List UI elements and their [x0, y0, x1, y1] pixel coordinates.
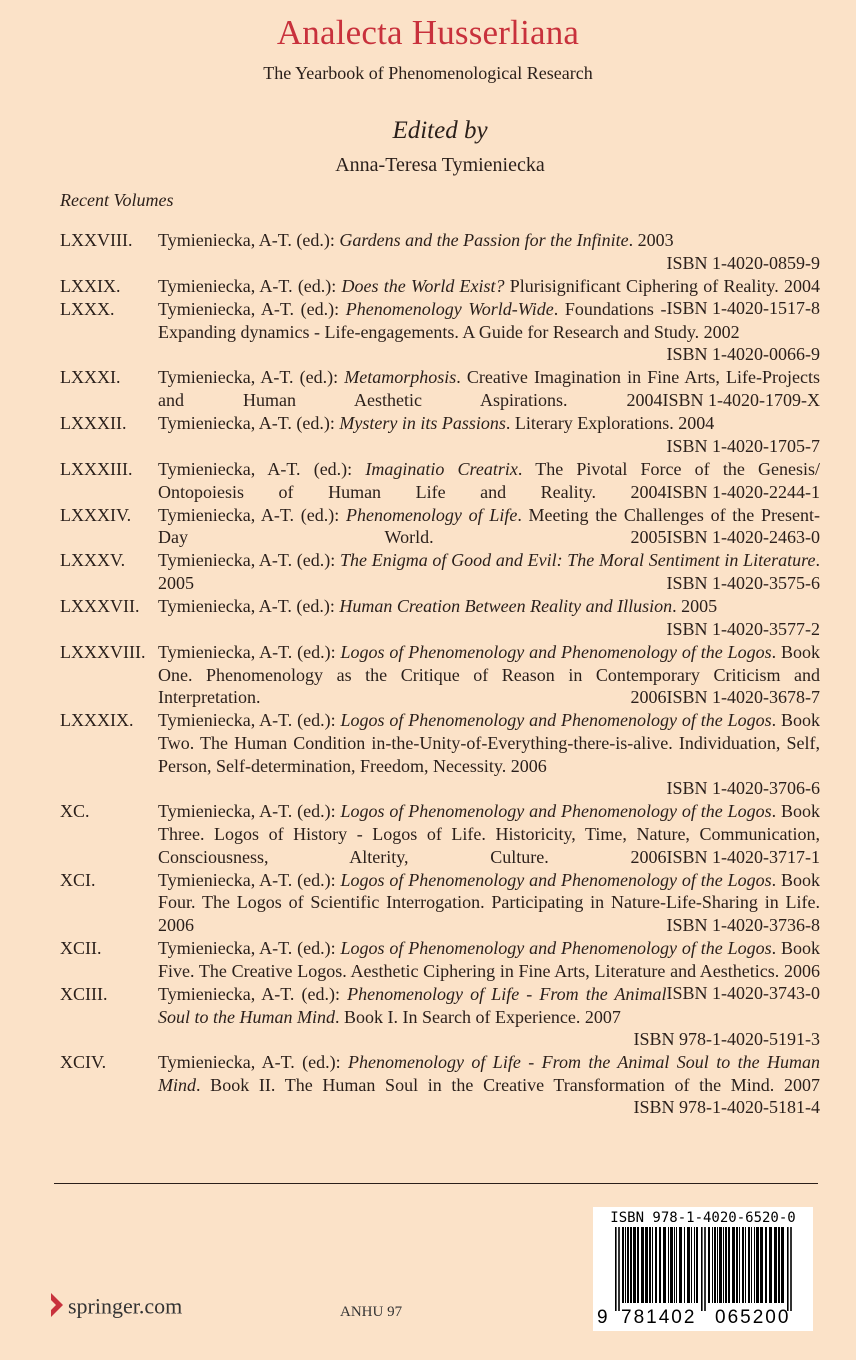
volume-title: Logos of Phenomenology and Phenomenology of the Logos [340, 938, 772, 959]
volume-isbn: ISBN 1-4020-2463-0 [666, 527, 820, 548]
series-title: Analecta Husserliana [276, 13, 580, 52]
volume-text: Tymieniecka, A-T. (ed.): Does the World Exist? Plurisignificant Ciphering of Reality. 2004 ISBN 1-4020-1517-8 [158, 275, 820, 319]
recent-volumes-label: Recent Volumes [60, 190, 174, 210]
barcode-bar [668, 1227, 669, 1303]
barcode-bar [751, 1227, 752, 1303]
barcode-bar [765, 1227, 767, 1303]
volume-isbn: ISBN 1-4020-3577-2 [666, 618, 820, 639]
barcode-bar [637, 1227, 639, 1303]
volume-list [60, 229, 820, 1119]
volume-isbn: ISBN 1-4020-1709-X [662, 389, 820, 410]
barcode-bar [719, 1227, 722, 1303]
volume-text: Tymieniecka, A-T. (ed.): Logos of Phenomenology and Phenomenology of the Logos. Book Two. The Human Condition in-the-Unity-of-Everything-there-is-alive. Individuation, Self, Person, Self-determination, Freedom, Necessity. 2006 ISBN 1-4020-3706-6 [158, 710, 820, 799]
barcode-bar [756, 1227, 759, 1303]
volume-isbn: ISBN 1-4020-3575-6 [666, 573, 820, 594]
volume-isbn: ISBN 1-4020-0859-9 [666, 252, 820, 273]
volume-number: LXXXIV. [60, 504, 132, 525]
barcode-bar [659, 1227, 661, 1303]
volume-entry [60, 366, 820, 411]
chevron-right-icon [50, 1292, 64, 1325]
barcode-bar [691, 1227, 692, 1303]
barcode-bar [778, 1227, 780, 1303]
barcode-bar [748, 1227, 750, 1303]
volume-number: LXXXI. [60, 367, 121, 388]
volume-entry [60, 595, 820, 640]
volume-entry [60, 298, 820, 366]
volume-title: Phenomenology of Life [345, 504, 518, 525]
barcode-bar [687, 1227, 690, 1303]
volume-isbn: ISBN 978-1-4020-5181-4 [633, 1097, 820, 1118]
barcode-bar [615, 1227, 617, 1311]
barcode-bar [652, 1227, 653, 1303]
volume-isbn: ISBN 1-4020-3678-7 [666, 687, 820, 708]
volume-entry [60, 412, 820, 457]
volume-entry [60, 641, 820, 709]
volume-entry [60, 869, 820, 937]
volume-text: Tymieniecka, A-T. (ed.): Human Creation Between Reality and Illusion. 2005 ISBN 1-4020-3577-2 [158, 596, 820, 639]
volume-entry [60, 800, 820, 868]
volume-text: Tymieniecka, A-T. (ed.): Metamorphosis. Creative Imagination in Fine Arts, Life-Projects and Human Aesthetic Aspirations. 2004 ISBN 1-4020-1709-X [158, 367, 820, 410]
barcode-bar [696, 1227, 698, 1303]
volume-entry [60, 1051, 820, 1118]
barcode-bar [742, 1227, 744, 1303]
volume-isbn: ISBN 1-4020-0066-9 [666, 344, 820, 365]
barcode-bar [714, 1227, 716, 1303]
volume-title: Phenomenology of Life - From the Animal Soul to the Human Mind [158, 1052, 820, 1095]
barcode-bar [781, 1227, 784, 1303]
volume-text: Tymieniecka, A-T. (ed.): Phenomenology of Life - From the Animal Soul to the Human Mind. Book II. The Human Soul in the Creative Transformation of the Mind. 2007 ISBN 978-1-4020-5181-4 [158, 1052, 820, 1118]
barcode-bar [641, 1227, 644, 1303]
barcode-bar [732, 1227, 735, 1303]
volume-entry [60, 549, 820, 594]
barcode-bar [745, 1227, 746, 1303]
isbn-barcode [593, 1207, 813, 1331]
volume-title: Mystery in its Passions [339, 413, 506, 434]
volume-text: Tymieniecka, A-T. (ed.): Mystery in its Passions. Literary Explorations. 2004 ISBN 1-4020-1705-7 [158, 413, 820, 456]
barcode-bar [712, 1227, 713, 1303]
volume-number: LXXVIII. [60, 230, 133, 250]
volume-entry [60, 709, 820, 799]
barcode-digits-right: 065200 [715, 1307, 791, 1328]
volume-title: Logos of Phenomenology and Phenomenology of the Logos [340, 801, 772, 822]
barcode-bar [708, 1227, 710, 1303]
barcode-bar [774, 1227, 777, 1303]
volume-number: LXXX. [60, 298, 115, 319]
volume-isbn: ISBN 1-4020-3717-1 [666, 846, 820, 867]
volume-title: Gardens and the Passion for the Infinite [339, 230, 629, 250]
volume-number: LXXXVIII. [60, 642, 146, 663]
volume-title: Does the World Exist? [341, 275, 505, 296]
volume-text: Tymieniecka, A-T. (ed.): Phenomenology World-Wide. Foundations - Expanding dynamics - Life-engagements. A Guide for Research and Study. 2002 ISBN 1-4020-0066-9 [158, 298, 820, 365]
barcode-bar [754, 1227, 755, 1303]
barcode-bar [684, 1227, 685, 1303]
volume-number: LXXXIII. [60, 458, 133, 479]
volume-number: XCIII. [60, 983, 108, 1004]
barcode-bar [622, 1227, 624, 1303]
barcode-bar [760, 1227, 763, 1303]
volume-title: The Enigma of Good and Evil: The Moral Sentiment in Literature [340, 550, 816, 571]
volume-number: XCIV. [60, 1052, 107, 1073]
barcode-digit-first: 9 [597, 1307, 608, 1328]
volume-title: Logos of Phenomenology and Phenomenology of the Logos [340, 869, 772, 890]
series-subtitle: The Yearbook of Phenomenological Research [263, 63, 593, 83]
volume-text: Tymieniecka, A-T. (ed.): Logos of Phenomenology and Phenomenology of the Logos. Book One. Phenomenology as the Critique of Reason in Contemporary Criticism and Interpretation. 2006 ISBN 1-4020-3678-7 [158, 642, 820, 708]
series-code: ANHU 97 [340, 1304, 403, 1320]
barcode-bar [694, 1227, 695, 1303]
volume-entry [60, 229, 820, 274]
volume-number: LXXXII. [60, 413, 127, 434]
volume-entry [60, 458, 820, 503]
barcode-bar [674, 1227, 675, 1303]
barcode-digits-left: 781402 [621, 1307, 697, 1328]
volume-number: LXXXV. [60, 550, 126, 571]
editor-name: Anna-Teresa Tymieniecka [335, 154, 545, 176]
volume-title: Human Creation Between Reality and Illusion [339, 596, 673, 617]
volume-isbn: ISBN 1-4020-3736-8 [666, 914, 820, 935]
barcode-bar [649, 1227, 651, 1303]
barcode-bar [627, 1227, 629, 1303]
volume-text: Tymieniecka, A-T. (ed.): Phenomenology of Life. Meeting the Challenges of the Present-Day World. 2005 ISBN 1-4020-2463-0 [158, 504, 820, 548]
barcode-bar [645, 1227, 648, 1303]
barcode-bar [728, 1227, 730, 1303]
volume-title: Metamorphosis [344, 367, 457, 388]
volume-title: Logos of Phenomenology and Phenomenology of the Logos [340, 642, 772, 663]
volume-number: LXXXIX. [60, 710, 134, 731]
barcode-isbn-text: ISBN 978-1-4020-6520-0 [610, 1210, 796, 1226]
volume-text: Tymieniecka, A-T. (ed.): Logos of Phenomenology and Phenomenology of the Logos. Book Five. The Creative Logos. Aesthetic Ciphering in Fine Arts, Literature and Aesthetics. 2006 ISBN 1-4020-3743-0 [158, 938, 820, 1004]
barcode-bar [618, 1227, 620, 1311]
volume-number: LXXIX. [60, 275, 121, 296]
barcode-bar [769, 1227, 772, 1303]
volume-isbn: ISBN 978-1-4020-5191-3 [633, 1029, 820, 1050]
barcode-bar [723, 1227, 724, 1303]
barcode-bar [787, 1227, 789, 1311]
volume-text: Tymieniecka, A-T. (ed.): Gardens and the Passion for the Infinite. 2003 ISBN 1-4020-0859-9 [158, 230, 820, 273]
volume-text: Tymieniecka, A-T. (ed.): Logos of Phenomenology and Phenomenology of the Logos. Book Four. The Logos of Scientific Interrogation. Participating in Nature-Life-Sharing in Life. 2006 ISBN 1-4020-3736-8 [158, 869, 820, 935]
volume-isbn: ISBN 1-4020-3743-0 [666, 983, 820, 1004]
volume-text: Tymieniecka, A-T. (ed.): Logos of Phenomenology and Phenomenology of the Logos. Book Three. Logos of History - Logos of Life. Historicity, Time, Nature, Communication, Consciousness, Alterity, Culture. 2006 ISBN 1-4020-3717-1 [158, 801, 820, 867]
edited-by-label: Edited by [392, 117, 488, 144]
barcode-bar [717, 1227, 718, 1303]
barcode-bar [655, 1227, 657, 1303]
barcode-bar [701, 1227, 703, 1311]
volume-number: XC. [60, 801, 90, 822]
barcode-bar [736, 1227, 738, 1303]
volume-entry [60, 504, 820, 549]
volume-number: XCII. [60, 938, 102, 959]
volume-number: XCI. [60, 869, 96, 890]
barcode-bar [630, 1227, 632, 1303]
volume-text: Tymieniecka, A-T. (ed.): The Enigma of Good and Evil: The Moral Sentiment in Literature. 2005 ISBN 1-4020-3575-6 [158, 550, 820, 594]
barcode-bar [663, 1227, 666, 1303]
volume-title: Phenomenology World-Wide [345, 298, 554, 319]
volume-isbn: ISBN 1-4020-2244-1 [666, 481, 820, 502]
barcode-bar [739, 1227, 740, 1303]
volume-text: Tymieniecka, A-T. (ed.): Imaginatio Creatrix. The Pivotal Force of the Genesis/ Ontopoiesis of Human Life and Reality. 2004 ISBN 1-4020-2244-1 [158, 458, 821, 502]
volume-isbn: ISBN 1-4020-3706-6 [666, 778, 820, 799]
barcode-bar [725, 1227, 727, 1303]
volume-text: Tymieniecka, A-T. (ed.): Phenomenology of Life - From the Animal Soul to the Human Mind. Book I. In Search of Experience. 2007 ISBN 978-1-4020-5191-3 [158, 983, 820, 1050]
volume-title: Logos of Phenomenology and Phenomenology of the Logos [340, 710, 772, 731]
volume-isbn: ISBN 1-4020-1705-7 [666, 435, 820, 456]
barcode-bar [704, 1227, 706, 1311]
publisher-logo [50, 1292, 182, 1325]
barcode-bar [670, 1227, 673, 1303]
volume-title: Imaginatio Creatrix [365, 458, 518, 479]
divider-rule [54, 1183, 818, 1184]
volume-entry [60, 983, 820, 1051]
barcode-bar [679, 1227, 682, 1303]
volume-title: Phenomenology of Life - From the Animal Soul to the Human Mind [158, 983, 667, 1027]
volume-number: LXXXVII. [60, 596, 140, 617]
volume-isbn: ISBN 1-4020-1517-8 [666, 298, 820, 319]
barcode-bar [625, 1227, 626, 1303]
barcode-bar [676, 1227, 677, 1303]
barcode-bar [633, 1227, 636, 1303]
barcode-bar [790, 1227, 792, 1311]
barcode-bars [593, 1227, 813, 1311]
publisher-url: springer.com [68, 1293, 183, 1319]
